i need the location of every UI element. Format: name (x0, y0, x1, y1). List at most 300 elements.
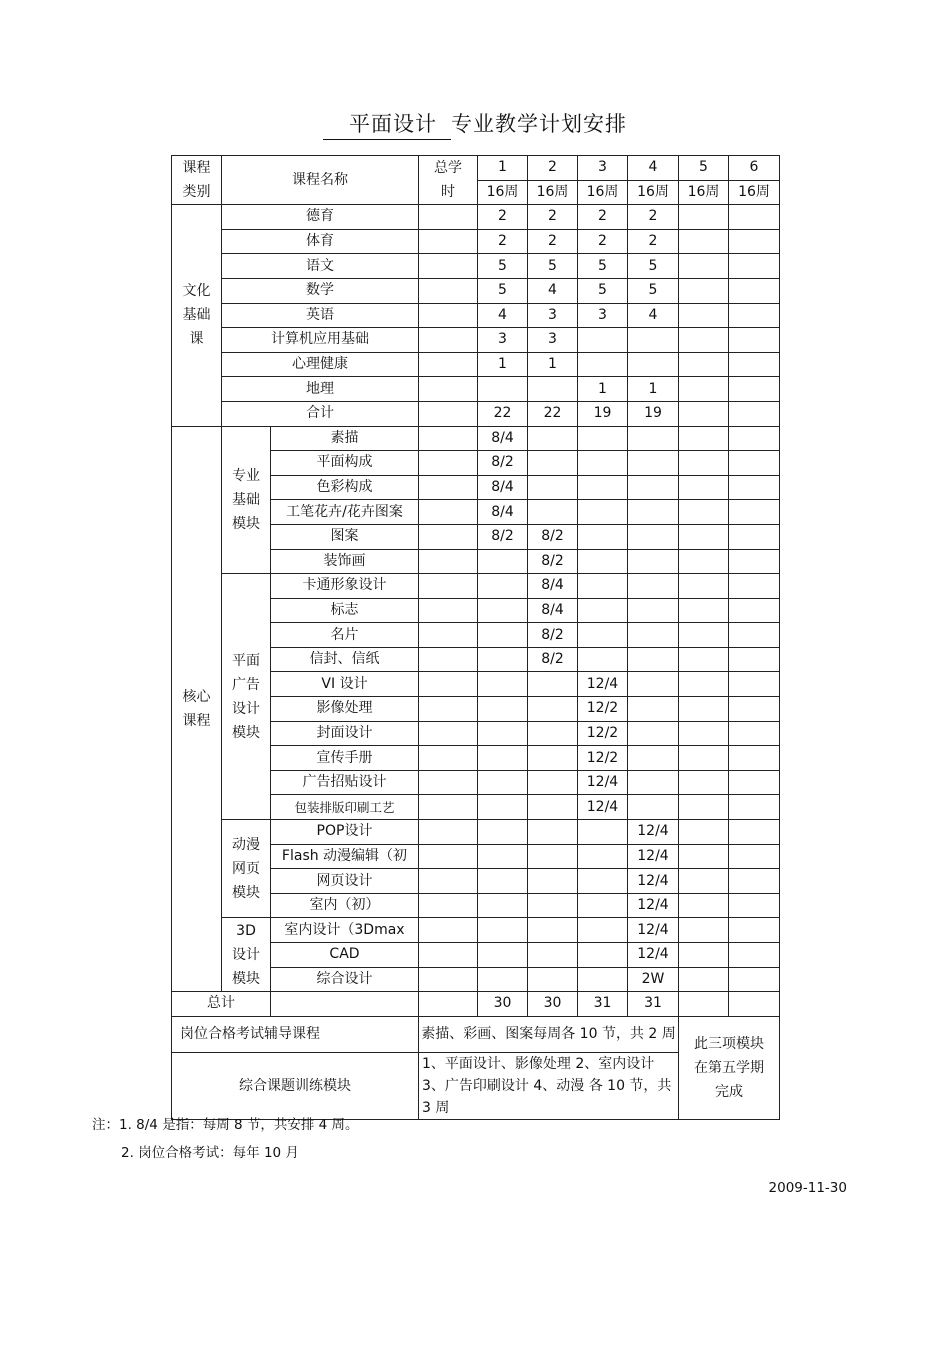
term-value: 22 (528, 401, 578, 426)
table-row (172, 426, 780, 451)
header-term: 6 (729, 156, 780, 181)
course-hours (419, 328, 478, 353)
exam-row (172, 1016, 780, 1052)
total-value: 31 (578, 992, 628, 1017)
term-value (578, 500, 628, 525)
project-desc: 1、平面设计、影像处理 2、室内设计 3、广告印刷设计 4、动漫 各 10 节，共 3 周 (419, 1052, 679, 1119)
term-value: 5 (628, 278, 679, 303)
table-row (172, 918, 780, 943)
course-hours (419, 795, 478, 820)
module-remark: 此三项模块在第五学期完成 (679, 1016, 780, 1119)
term-value: 2 (578, 205, 628, 230)
table-row (172, 820, 780, 845)
table-row (172, 254, 780, 279)
module-name: 平面 广告 设计 模块 (222, 574, 271, 820)
term-value (729, 721, 780, 746)
term-value: 8/2 (528, 623, 578, 648)
course-hours (419, 278, 478, 303)
term-value (578, 820, 628, 845)
term-value (679, 598, 729, 623)
term-value (578, 967, 628, 992)
term-value (729, 893, 780, 918)
total-hours (419, 992, 478, 1017)
term-value (578, 918, 628, 943)
course-name: 封面设计 (271, 721, 419, 746)
course-name: 影像处理 (271, 697, 419, 722)
term-value (628, 574, 679, 599)
course-hours (419, 967, 478, 992)
header-weeks: 16周 (528, 180, 578, 205)
term-value (578, 623, 628, 648)
term-value (729, 451, 780, 476)
header-hours: 总学 时 (419, 156, 478, 205)
term-value: 5 (578, 278, 628, 303)
term-value (729, 278, 780, 303)
course-name: VI 设计 (271, 672, 419, 697)
term-value: 2 (628, 229, 679, 254)
term-value (628, 475, 679, 500)
course-name: 广告招贴设计 (271, 770, 419, 795)
term-value (628, 328, 679, 353)
course-hours (419, 426, 478, 451)
term-value (478, 598, 528, 623)
term-value (528, 377, 578, 402)
course-name: 综合设计 (271, 967, 419, 992)
title-rest: 专业教学计划安排 (451, 112, 627, 136)
term-value: 8/2 (478, 524, 528, 549)
term-value (679, 893, 729, 918)
term-value: 12/2 (578, 721, 628, 746)
term-value: 8/4 (478, 475, 528, 500)
total-value (729, 992, 780, 1017)
course-hours (419, 475, 478, 500)
term-value (628, 352, 679, 377)
teaching-plan-table (171, 155, 780, 1120)
header-term: 5 (679, 156, 729, 181)
term-value (478, 672, 528, 697)
course-hours (419, 918, 478, 943)
header-weeks: 16周 (679, 180, 729, 205)
term-value (679, 278, 729, 303)
term-value (679, 721, 729, 746)
term-value (578, 869, 628, 894)
course-hours (419, 524, 478, 549)
course-name: 德育 (222, 205, 419, 230)
term-value: 19 (578, 401, 628, 426)
term-value (729, 401, 780, 426)
term-value (679, 401, 729, 426)
term-value (679, 451, 729, 476)
term-value (628, 697, 679, 722)
term-value (528, 918, 578, 943)
term-value (679, 967, 729, 992)
term-value (679, 549, 729, 574)
course-name: 标志 (271, 598, 419, 623)
term-value (729, 475, 780, 500)
course-name: 素描 (271, 426, 419, 451)
term-value (478, 893, 528, 918)
course-name: 网页设计 (271, 869, 419, 894)
note-line-1: 注：1. 8/4 是指：每周 8 节，共安排 4 周。 (92, 1117, 359, 1133)
term-value (729, 426, 780, 451)
term-value (578, 549, 628, 574)
category-culture: 文化 基础 课 (172, 205, 222, 426)
term-value (478, 943, 528, 968)
term-value: 2 (528, 229, 578, 254)
term-value (478, 918, 528, 943)
term-value (729, 598, 780, 623)
course-name: 计算机应用基础 (222, 328, 419, 353)
exam-desc: 素描、彩画、图案每周各 10 节，共 2 周 (419, 1016, 679, 1052)
term-value (679, 500, 729, 525)
table-row (172, 278, 780, 303)
term-value (729, 254, 780, 279)
term-value (528, 943, 578, 968)
term-value (528, 820, 578, 845)
course-name: 数学 (222, 278, 419, 303)
term-value (528, 426, 578, 451)
term-value (729, 967, 780, 992)
term-value (729, 746, 780, 771)
term-value: 4 (528, 278, 578, 303)
course-hours (419, 254, 478, 279)
term-value (578, 647, 628, 672)
term-value (628, 598, 679, 623)
term-value (478, 795, 528, 820)
term-value (528, 475, 578, 500)
total-label: 总计 (172, 992, 271, 1017)
header-term: 1 (478, 156, 528, 181)
term-value (679, 770, 729, 795)
course-hours (419, 401, 478, 426)
course-name: 色彩构成 (271, 475, 419, 500)
header-course-name: 课程名称 (222, 156, 419, 205)
module-name: 专业 基础 模块 (222, 426, 271, 574)
course-hours (419, 697, 478, 722)
term-value (628, 623, 679, 648)
course-hours (419, 647, 478, 672)
term-value (528, 795, 578, 820)
term-value (628, 524, 679, 549)
term-value (729, 549, 780, 574)
term-value: 3 (478, 328, 528, 353)
term-value: 12/2 (578, 746, 628, 771)
term-value: 12/4 (578, 770, 628, 795)
module-name: 动漫 网页 模块 (222, 820, 271, 918)
course-hours (419, 893, 478, 918)
term-value (729, 500, 780, 525)
term-value: 1 (628, 377, 679, 402)
term-value (528, 746, 578, 771)
course-hours (419, 869, 478, 894)
term-value (729, 770, 780, 795)
course-name: 图案 (271, 524, 419, 549)
term-value (478, 647, 528, 672)
term-value: 8/2 (528, 524, 578, 549)
term-value (478, 770, 528, 795)
term-value (729, 229, 780, 254)
term-value: 2 (478, 205, 528, 230)
course-name: 室内设计（3Dmax (271, 918, 419, 943)
header-row (172, 156, 780, 181)
term-value (478, 967, 528, 992)
term-value (628, 500, 679, 525)
term-value (628, 746, 679, 771)
term-value: 1 (578, 377, 628, 402)
total-value: 31 (628, 992, 679, 1017)
term-value: 8/4 (478, 426, 528, 451)
term-value (478, 820, 528, 845)
term-value (478, 869, 528, 894)
term-value (628, 426, 679, 451)
term-value (528, 697, 578, 722)
term-value: 8/2 (528, 549, 578, 574)
term-value (729, 943, 780, 968)
header-term: 4 (628, 156, 679, 181)
term-value (578, 943, 628, 968)
course-name: 平面构成 (271, 451, 419, 476)
term-value: 2 (628, 205, 679, 230)
term-value (729, 918, 780, 943)
term-value: 2 (528, 205, 578, 230)
term-value (578, 426, 628, 451)
term-value: 8/2 (528, 647, 578, 672)
header-term: 2 (528, 156, 578, 181)
term-value: 12/4 (628, 893, 679, 918)
term-value (578, 328, 628, 353)
term-value (679, 426, 729, 451)
term-value: 8/2 (478, 451, 528, 476)
term-value: 12/2 (578, 697, 628, 722)
term-value: 12/4 (628, 844, 679, 869)
course-hours (419, 746, 478, 771)
term-value (729, 697, 780, 722)
term-value: 19 (628, 401, 679, 426)
term-value (478, 574, 528, 599)
total-row (172, 992, 780, 1017)
term-value (628, 795, 679, 820)
term-value: 12/4 (628, 918, 679, 943)
term-value (679, 647, 729, 672)
term-value (679, 844, 729, 869)
total-name-blank (271, 992, 419, 1017)
term-value (679, 697, 729, 722)
document-date: 2009-11-30 (768, 1180, 847, 1196)
term-value (528, 672, 578, 697)
term-value (528, 451, 578, 476)
term-value: 12/4 (628, 869, 679, 894)
term-value (679, 377, 729, 402)
course-name: 室内（初） (271, 893, 419, 918)
header-weeks: 16周 (478, 180, 528, 205)
term-value (679, 795, 729, 820)
term-value: 5 (478, 254, 528, 279)
course-hours (419, 598, 478, 623)
course-hours (419, 943, 478, 968)
term-value (729, 623, 780, 648)
term-value (528, 844, 578, 869)
course-name: 宣传手册 (271, 746, 419, 771)
term-value (528, 721, 578, 746)
term-value: 12/4 (578, 672, 628, 697)
term-value (679, 672, 729, 697)
header-term: 3 (578, 156, 628, 181)
total-value (679, 992, 729, 1017)
term-value (679, 229, 729, 254)
term-value: 4 (478, 303, 528, 328)
table-row (172, 205, 780, 230)
term-value (628, 672, 679, 697)
term-value (578, 451, 628, 476)
course-name: 英语 (222, 303, 419, 328)
term-value (729, 574, 780, 599)
term-value (729, 844, 780, 869)
term-value (729, 672, 780, 697)
term-value: 5 (578, 254, 628, 279)
course-hours (419, 500, 478, 525)
term-value (628, 770, 679, 795)
project-label: 综合课题训练模块 (172, 1052, 419, 1119)
course-name: 卡通形象设计 (271, 574, 419, 599)
course-hours (419, 549, 478, 574)
term-value (679, 254, 729, 279)
term-value (679, 524, 729, 549)
term-value: 2W (628, 967, 679, 992)
term-value (679, 328, 729, 353)
course-hours (419, 303, 478, 328)
term-value (628, 721, 679, 746)
term-value: 2 (578, 229, 628, 254)
term-value (578, 844, 628, 869)
course-hours (419, 820, 478, 845)
title-major: 平面设计 (323, 108, 451, 140)
table-row (172, 303, 780, 328)
term-value: 4 (628, 303, 679, 328)
course-name: 体育 (222, 229, 419, 254)
term-value (478, 697, 528, 722)
term-value (729, 377, 780, 402)
course-name: 包装排版印刷工艺 (271, 795, 419, 820)
term-value (679, 352, 729, 377)
term-value (578, 574, 628, 599)
term-value (729, 352, 780, 377)
table-row (172, 229, 780, 254)
term-value (528, 893, 578, 918)
course-name: 名片 (271, 623, 419, 648)
term-value: 5 (628, 254, 679, 279)
term-value (729, 795, 780, 820)
table-row (172, 377, 780, 402)
term-value (729, 524, 780, 549)
term-value (729, 820, 780, 845)
term-value (628, 549, 679, 574)
course-name: Flash 动漫编辑（初 (271, 844, 419, 869)
course-hours (419, 844, 478, 869)
term-value (578, 524, 628, 549)
term-value (729, 205, 780, 230)
course-name: POP设计 (271, 820, 419, 845)
course-name: 信封、信纸 (271, 647, 419, 672)
term-value (578, 352, 628, 377)
term-value: 8/4 (528, 598, 578, 623)
term-value (628, 451, 679, 476)
category-core: 核心 课程 (172, 426, 222, 992)
term-value: 12/4 (628, 943, 679, 968)
course-name: 合计 (222, 401, 419, 426)
course-hours (419, 672, 478, 697)
term-value (679, 475, 729, 500)
course-hours (419, 229, 478, 254)
term-value (679, 918, 729, 943)
term-value: 1 (528, 352, 578, 377)
term-value: 5 (528, 254, 578, 279)
course-hours (419, 377, 478, 402)
term-value: 22 (478, 401, 528, 426)
table-row (172, 401, 780, 426)
term-value (478, 623, 528, 648)
term-value (478, 844, 528, 869)
term-value (528, 500, 578, 525)
term-value (679, 820, 729, 845)
course-name: 心理健康 (222, 352, 419, 377)
term-value: 3 (578, 303, 628, 328)
term-value (679, 943, 729, 968)
exam-label: 岗位合格考试辅导课程 (172, 1016, 419, 1052)
term-value (578, 475, 628, 500)
term-value: 12/4 (628, 820, 679, 845)
term-value (478, 721, 528, 746)
table-row (172, 574, 780, 599)
header-weeks: 16周 (578, 180, 628, 205)
header-weeks: 16周 (628, 180, 679, 205)
term-value: 1 (478, 352, 528, 377)
course-name: 地理 (222, 377, 419, 402)
course-hours (419, 352, 478, 377)
term-value: 2 (478, 229, 528, 254)
term-value (528, 967, 578, 992)
term-value (578, 893, 628, 918)
note-line-2: 2. 岗位合格考试：每年 10 月 (121, 1145, 299, 1161)
course-name: 工笔花卉/花卉图案 (271, 500, 419, 525)
course-hours (419, 623, 478, 648)
header-weeks: 16周 (729, 180, 780, 205)
term-value (628, 647, 679, 672)
course-hours (419, 451, 478, 476)
term-value: 8/4 (528, 574, 578, 599)
term-value (679, 303, 729, 328)
term-value (729, 303, 780, 328)
course-hours (419, 770, 478, 795)
table-row (172, 328, 780, 353)
module-name: 3D 设计 模块 (222, 918, 271, 992)
course-hours (419, 574, 478, 599)
term-value: 8/4 (478, 500, 528, 525)
term-value: 3 (528, 328, 578, 353)
header-category: 课程 类别 (172, 156, 222, 205)
total-value: 30 (478, 992, 528, 1017)
term-value (729, 328, 780, 353)
term-value (729, 647, 780, 672)
page-title (0, 108, 950, 140)
term-value (679, 205, 729, 230)
course-hours (419, 205, 478, 230)
course-name: 装饰画 (271, 549, 419, 574)
term-value (679, 746, 729, 771)
term-value (528, 869, 578, 894)
course-hours (419, 721, 478, 746)
term-value (528, 770, 578, 795)
course-name: 语文 (222, 254, 419, 279)
